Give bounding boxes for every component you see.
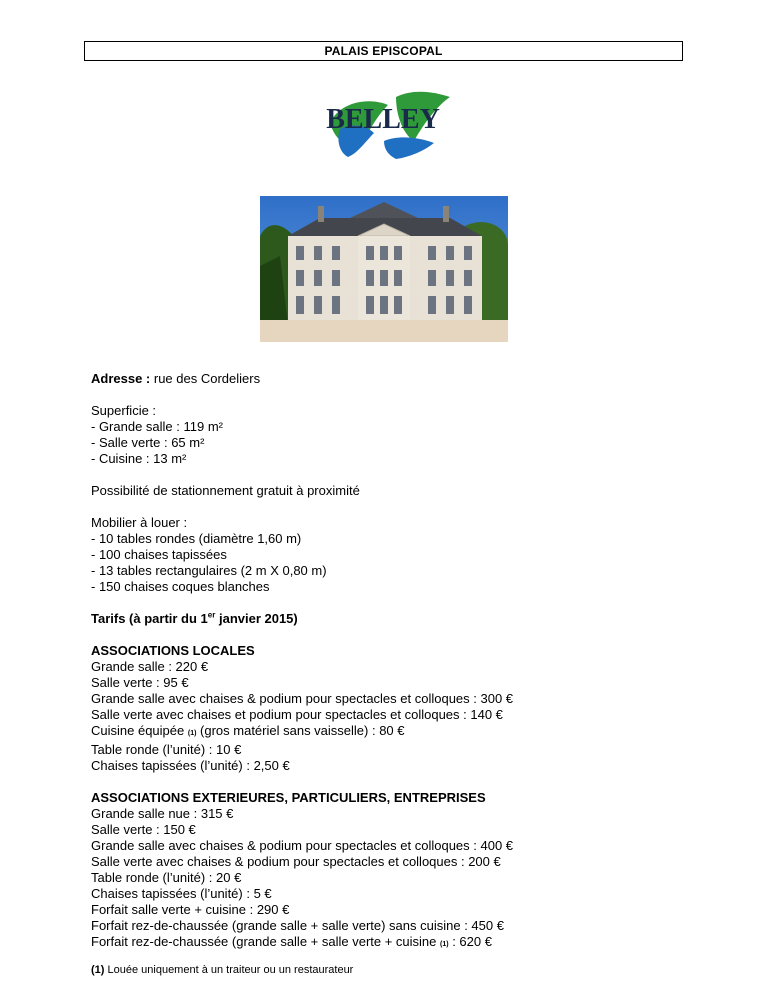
tarifs-sup: er [207, 610, 216, 620]
footnote-mark: (1) [91, 964, 105, 976]
external-item: Grande salle avec chaises & podium pour spectacles et colloques : 400 € [91, 838, 514, 853]
external-item: Chaises tapissées (l’unité) : 5 € [91, 886, 272, 901]
belley-logo [300, 83, 466, 165]
footnote [91, 963, 691, 977]
logo-text: BELLEY [326, 104, 440, 135]
external-item: Forfait rez-de-chaussée (grande salle + salle verte) sans cuisine : 450 € [91, 918, 504, 933]
surface-item: - Cuisine : 13 m² [91, 451, 187, 466]
palace-photo [260, 196, 508, 342]
local-item: Grande salle avec chaises & podium pour spectacles et colloques : 300 € [91, 691, 514, 706]
tarifs-heading [91, 611, 691, 627]
tarifs-prefix: Tarifs (à partir du 1 [91, 611, 208, 626]
address-line [91, 371, 691, 387]
external-last-item [91, 934, 691, 953]
last-before: Forfait rez-de-chaussée (grande salle + salle verte + cuisine [91, 934, 441, 949]
external-heading: ASSOCIATIONS EXTERIEURES, PARTICULIERS, ENTREPRISES [91, 790, 486, 805]
furniture-item: - 13 tables rectangulaires (2 m X 0,80 m) [91, 563, 327, 578]
surface-item: - Salle verte : 65 m² [91, 435, 205, 450]
local-item: Grande salle : 220 € [91, 659, 209, 674]
furniture-heading: Mobilier à louer : [91, 515, 188, 530]
page-title: PALAIS EPISCOPAL [84, 41, 683, 61]
external-item: Table ronde (l’unité) : 20 € [91, 870, 242, 885]
external-item: Salle verte avec chaises & podium pour spectacles et colloques : 200 € [91, 854, 501, 869]
furniture-item: - 100 chaises tapissées [91, 547, 227, 562]
kitchen-before: Cuisine équipée [91, 723, 188, 738]
external-item: Salle verte : 150 € [91, 822, 196, 837]
last-after: : 620 € [448, 934, 492, 949]
furniture-item: - 150 chaises coques blanches [91, 579, 270, 594]
local-item: Salle verte : 95 € [91, 675, 189, 690]
footnote-ref: (1) [187, 730, 197, 737]
footnote-text: Louée uniquement à un traiteur ou un restaurateur [104, 964, 354, 976]
local-item: Chaises tapissées (l’unité) : 2,50 € [91, 758, 290, 773]
furniture-item: - 10 tables rondes (diamètre 1,60 m) [91, 531, 302, 546]
parking-note: Possibilité de stationnement gratuit à proximité [91, 483, 360, 498]
external-item: Forfait salle verte + cuisine : 290 € [91, 902, 290, 917]
address-label: Adresse : [91, 371, 151, 386]
local-heading: ASSOCIATIONS LOCALES [91, 643, 255, 658]
address-value: rue des Cordeliers [150, 371, 261, 386]
surface-item: - Grande salle : 119 m² [91, 419, 223, 434]
surface-heading: Superficie : [91, 403, 157, 418]
tarifs-suffix: janvier 2015) [215, 611, 298, 626]
local-item: Salle verte avec chaises et podium pour spectacles et colloques : 140 € [91, 707, 503, 722]
local-kitchen-item [91, 723, 691, 742]
local-item: Table ronde (l’unité) : 10 € [91, 742, 242, 757]
kitchen-after: (gros matériel sans vaisselle) : 80 € [196, 723, 405, 738]
document-body [91, 371, 691, 977]
footnote-ref: (1) [440, 941, 449, 948]
external-item: Grande salle nue : 315 € [91, 806, 234, 821]
